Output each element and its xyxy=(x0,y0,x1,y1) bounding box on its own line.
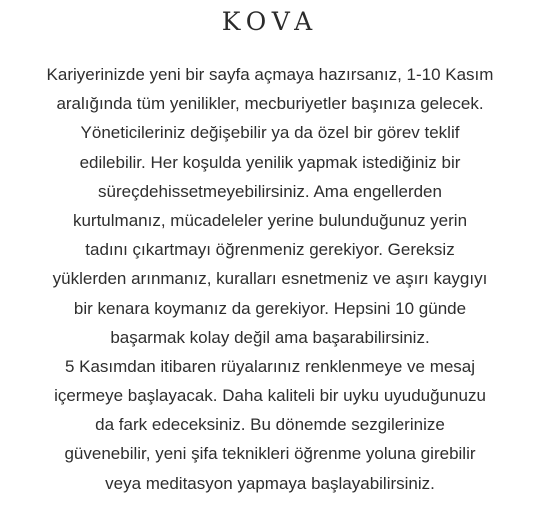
text-line: süreçdehissetmeyebilirsiniz. Ama engellerden xyxy=(98,181,442,201)
text-line: aralığında tüm yenilikler, mecburiyetler başınıza gelecek. xyxy=(56,94,484,114)
text-line: 5 Kasımdan itibaren rüyalarınız renklenmeye ve mesaj xyxy=(64,356,476,376)
text-line: başarmak kolay değil ama başarabilirsiniz. xyxy=(110,327,430,347)
text-line: Kariyerinizde yeni bir sayfa açmaya hazırsanız, 1-10 Kasım xyxy=(46,65,494,84)
text-line: veya meditasyon yapmaya başlayabilirsiniz. xyxy=(105,473,435,493)
text-line: yüklerden arınmanız, kuralları esnetmeniz ve aşırı kaygıyı xyxy=(52,269,488,289)
text-line: kurtulmanız, mücadeleler yerine bulunduğunuz yerin xyxy=(72,210,468,230)
text-line: içermeye başlayacak. Daha kaliteli bir uyku uyuduğunuzu xyxy=(54,386,486,406)
text-line: edilebilir. Her koşulda yenilik yapmak istediğiniz bir xyxy=(79,152,461,172)
page-title: KOVA xyxy=(221,7,319,36)
text-line: bir kenara koymanız da gerekiyor. Hepsini 10 günde xyxy=(73,298,467,318)
text-line: da fark edeceksiniz. Bu dönemde sezgilerinize xyxy=(95,415,445,435)
text-line: tadını çıkartmayı öğrenmeniz gerekiyor. Gereksiz xyxy=(85,240,455,260)
text-line: güvenebilir, yeni şifa teknikleri öğrenme yoluna girebilir xyxy=(64,444,476,464)
text-line: Yöneticileriniz değişebilir ya da özel bir görev teklif xyxy=(80,123,460,143)
horoscope-text xyxy=(0,60,540,498)
